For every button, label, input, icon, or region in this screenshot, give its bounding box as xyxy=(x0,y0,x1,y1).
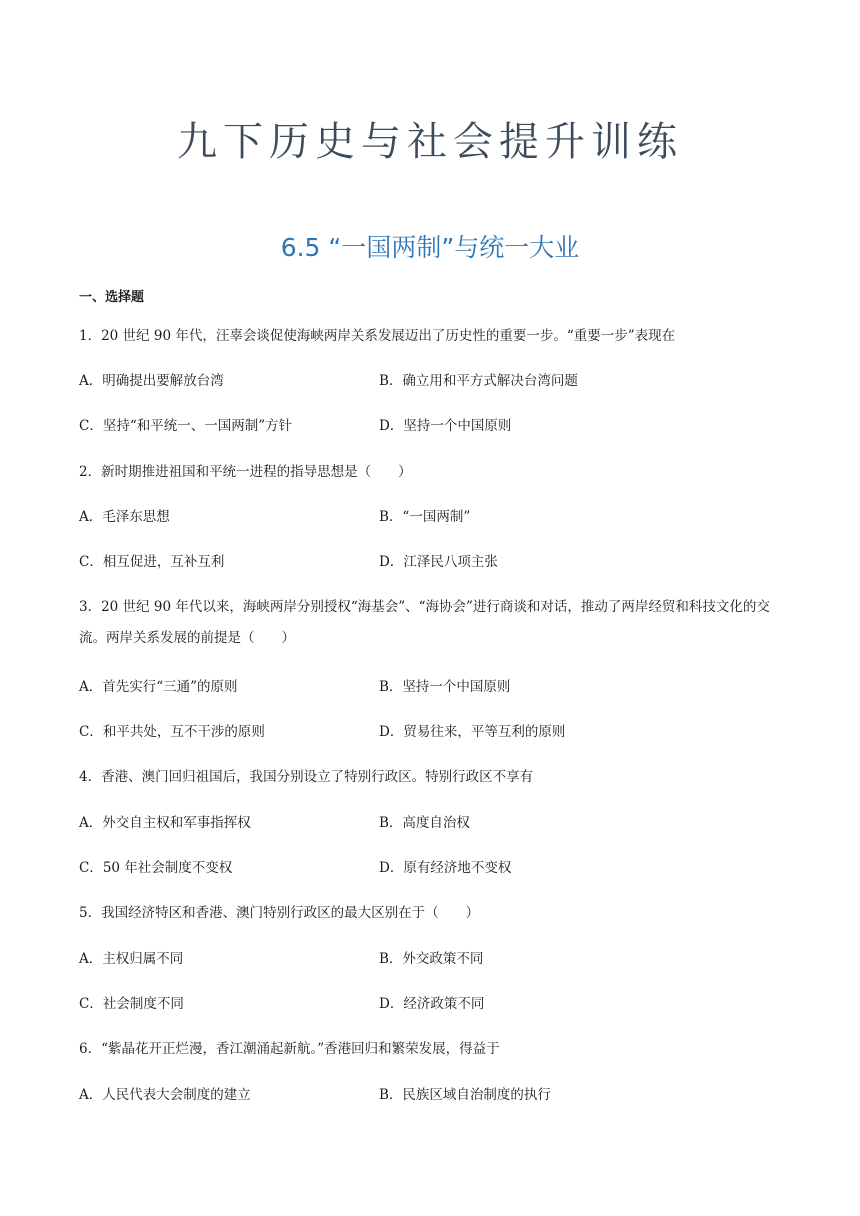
question-stem: 1．20 世纪 90 年代，汪辜会谈促使海峡两岸关系发展迈出了历史性的重要一步。“重要一步”表现在 xyxy=(79,328,676,344)
option-a: A．人民代表大会制度的建立 xyxy=(79,1087,251,1103)
option-c: C．和平共处，互不干涉的原则 xyxy=(79,724,265,740)
option-b: B．民族区域自治制度的执行 xyxy=(379,1087,551,1103)
question-stem: 3．20 世纪 90 年代以来，海峡两岸分别授权“海基会”、“海协会”进行商谈和对话，推动了两岸经贸和科技文化的交流。两岸关系发展的前提是（ ） xyxy=(79,599,770,646)
option-d: D．贸易往来，平等互利的原则 xyxy=(379,724,566,740)
question-stem: 4．香港、澳门回归祖国后，我国分别设立了特别行政区。特别行政区不享有 xyxy=(79,769,534,785)
page-title: 九下历史与社会提升训练 xyxy=(177,119,683,165)
option-b: B．“一国两制” xyxy=(379,509,471,525)
option-d: D．江泽民八项主张 xyxy=(379,554,498,570)
option-b: B．确立用和平方式解决台湾问题 xyxy=(379,373,578,389)
option-a: A．明确提出要解放台湾 xyxy=(79,373,224,389)
option-d: D．坚持一个中国原则 xyxy=(379,418,512,434)
option-d: D．原有经济地不变权 xyxy=(379,860,512,876)
option-a: A．外交自主权和军事指挥权 xyxy=(79,815,251,831)
option-a: A．毛泽东思想 xyxy=(79,509,170,525)
option-b: B．外交政策不同 xyxy=(379,951,484,967)
question-stem: 6．“紫晶花开正烂漫，香江潮涌起新航。”香港回归和繁荣发展，得益于 xyxy=(79,1041,500,1057)
option-c: C．50 年社会制度不变权 xyxy=(79,860,233,876)
question-stem: 2．新时期推进祖国和平统一进程的指导思想是（ ） xyxy=(79,464,412,480)
option-b: B．高度自治权 xyxy=(379,815,470,831)
option-a: A．首先实行“三通”的原则 xyxy=(79,679,238,695)
question-stem: 5．我国经济特区和香港、澳门特别行政区的最大区别在于（ ） xyxy=(79,905,480,921)
option-c: C．社会制度不同 xyxy=(79,996,184,1012)
option-c: C．相互促进，互补互利 xyxy=(79,554,225,570)
option-c: C．坚持“和平统一、一国两制”方针 xyxy=(79,418,293,434)
option-d: D．经济政策不同 xyxy=(379,996,485,1012)
lesson-subtitle: 6.5 “一国两制”与统一大业 xyxy=(280,233,580,262)
section-heading: 一、选择题 xyxy=(79,290,145,305)
option-a: A．主权归属不同 xyxy=(79,951,184,967)
option-b: B．坚持一个中国原则 xyxy=(379,679,511,695)
